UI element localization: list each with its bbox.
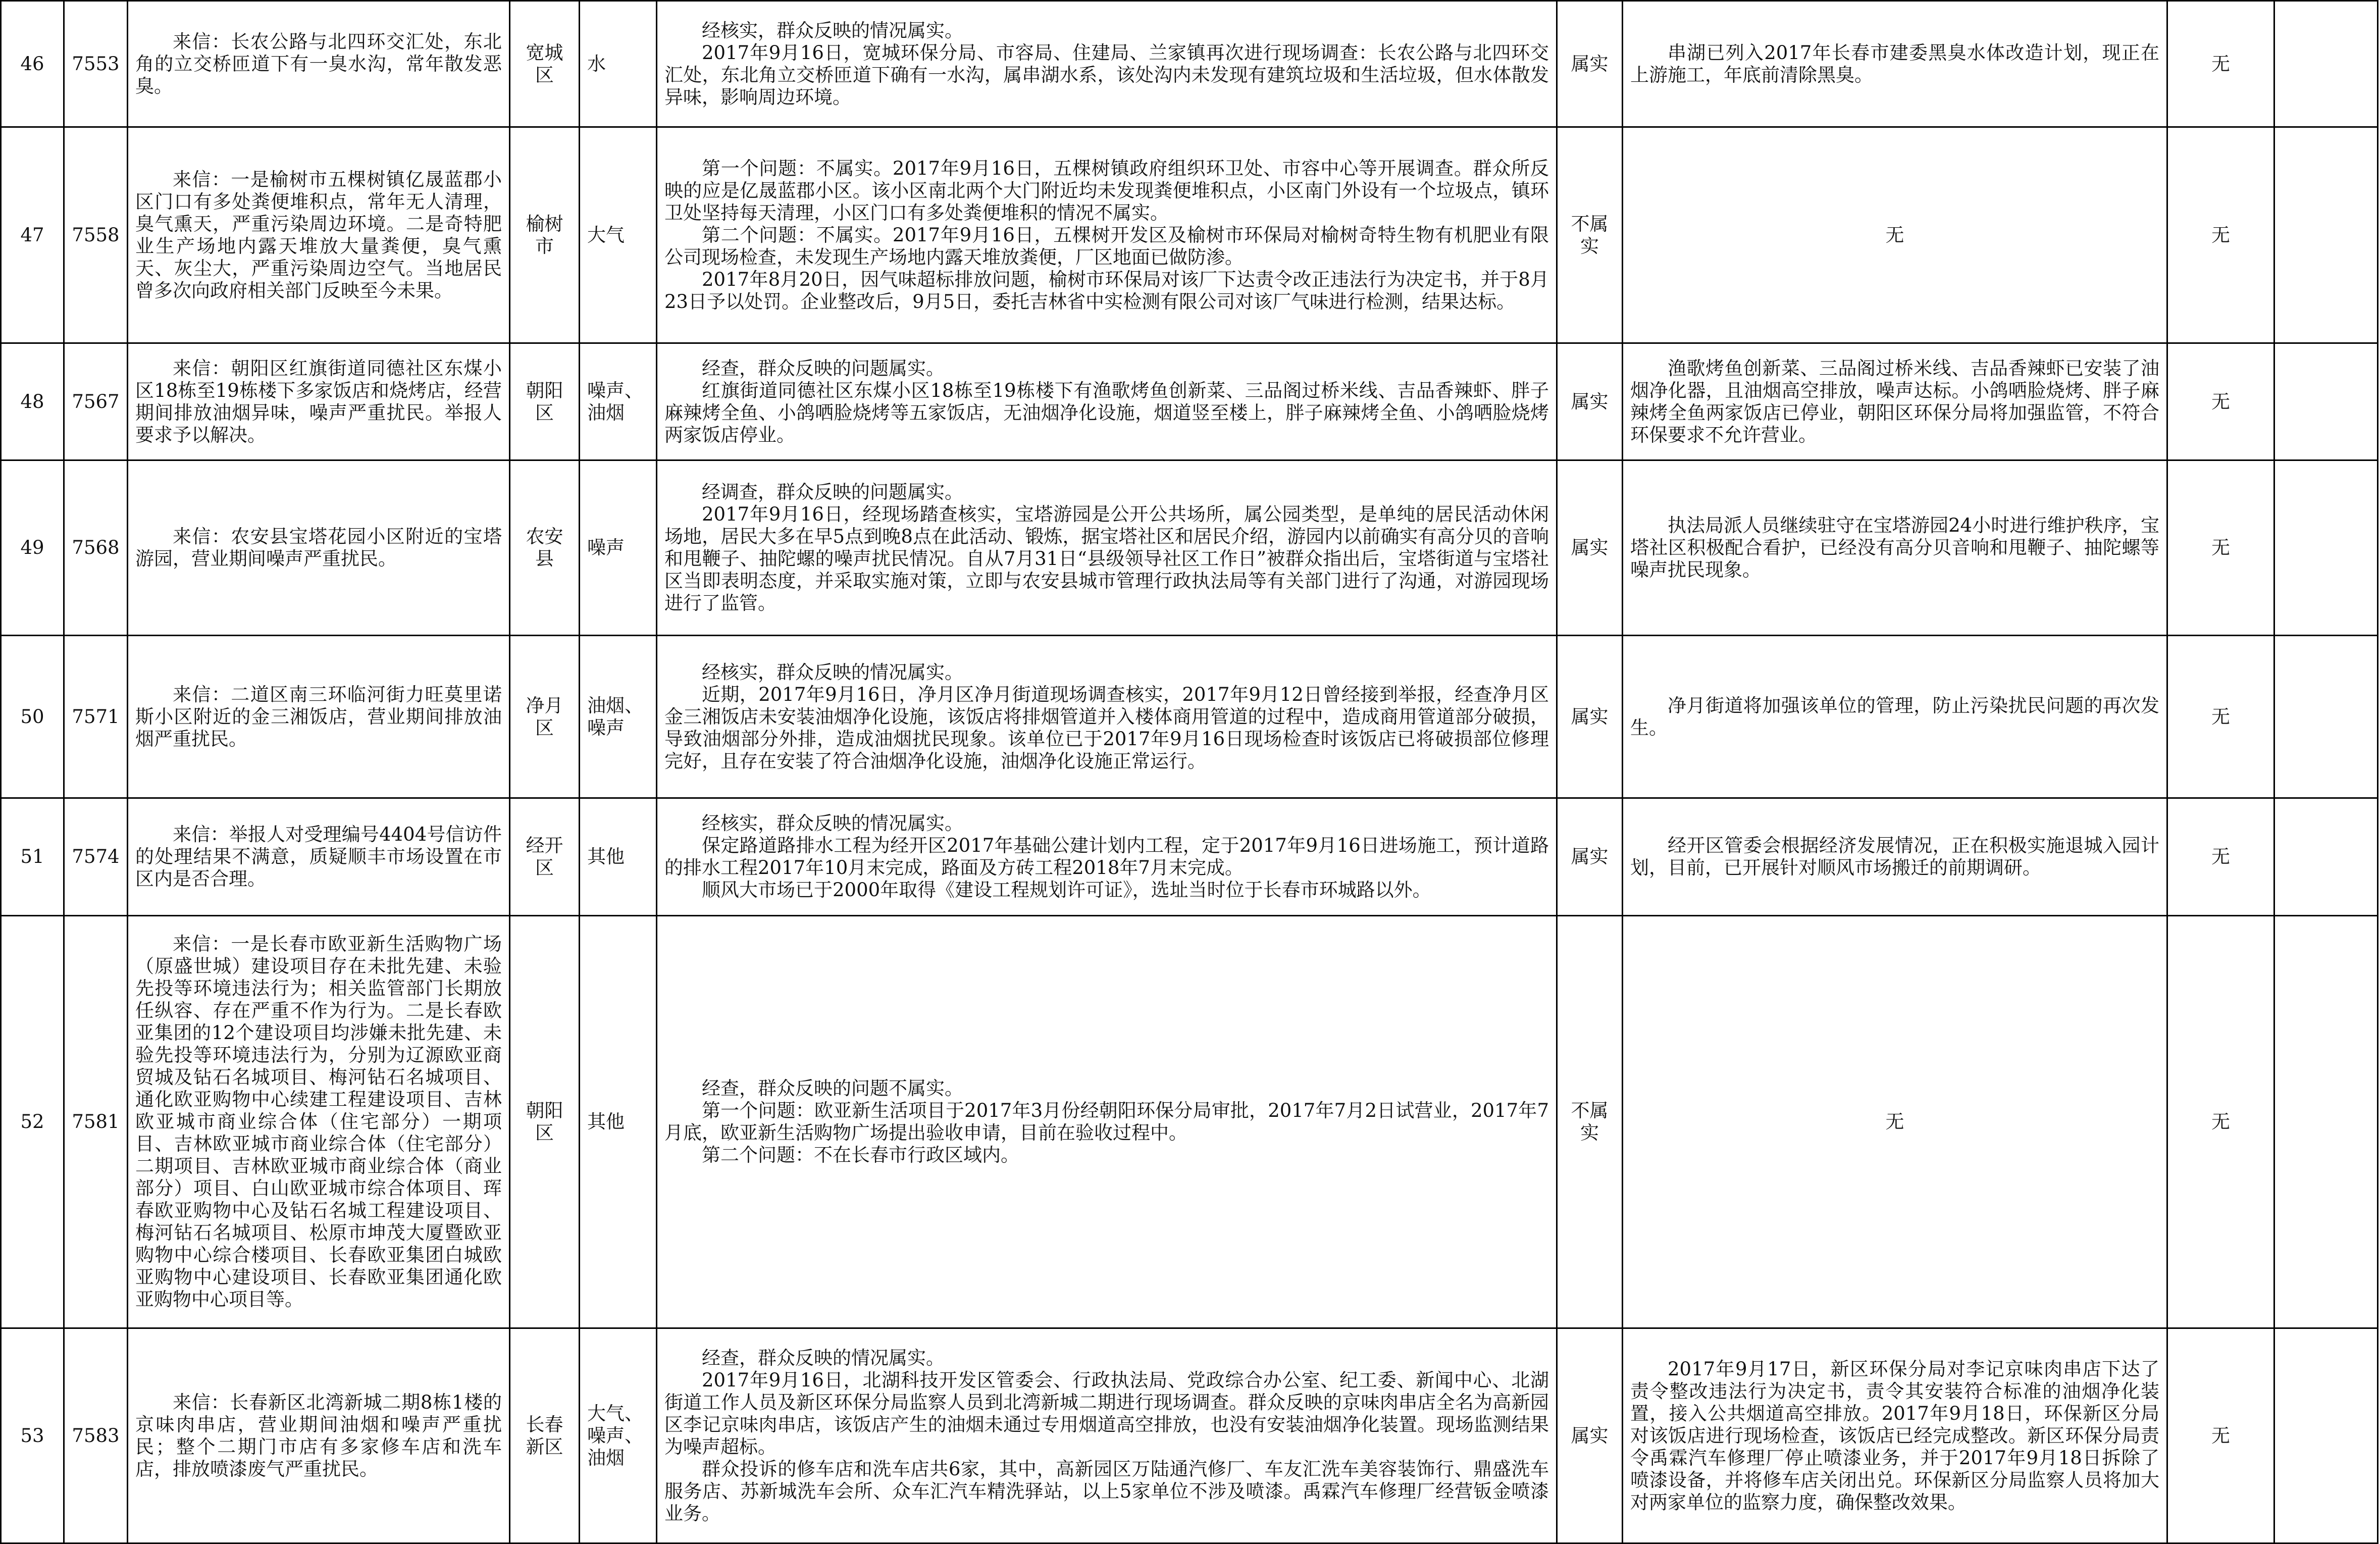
cell-text: 噪声 bbox=[587, 537, 625, 558]
cell-text: 属实 bbox=[1571, 53, 1609, 75]
cell-blank bbox=[2274, 127, 2378, 343]
paragraph: 来信：举报人对受理编号4404号信访件的处理结果不满意，质疑顺丰市场设置在市区内是否合理。 bbox=[135, 824, 502, 890]
paragraph: 经核实，群众反映的情况属实。 bbox=[702, 661, 963, 683]
cell-findings bbox=[657, 1, 1557, 127]
cell-text: 属实 bbox=[1571, 390, 1609, 413]
cell-blank bbox=[2274, 636, 2378, 798]
cell-text: 农安县 bbox=[526, 526, 563, 570]
paragraph: 渔歌烤鱼创新菜、三品阁过桥米线、吉品香辣虾已安装了油烟净化器，且油烟高空排放，噪声达标。小鸽哂脸烧烤、胖子麻辣烤全鱼两家饭店已停业，朝阳区环保分局将加强监管，不符合环保要求不允许营业。 bbox=[1630, 357, 2159, 446]
cell-verdict bbox=[1557, 1328, 1623, 1543]
cell-seq bbox=[1, 1328, 64, 1543]
cell-text: 朝阳区 bbox=[526, 379, 563, 424]
cell-text: 51 bbox=[20, 846, 44, 867]
cell-text: 47 bbox=[20, 224, 44, 246]
cell-text: 7568 bbox=[72, 537, 120, 558]
cell-district bbox=[510, 798, 580, 916]
cell-text: 其他 bbox=[587, 1111, 625, 1133]
cell-text: 无 bbox=[2211, 705, 2230, 728]
paragraph: 2017年9月16日，北湖科技开发区管委会、行政执法局、党政综合办公室、纪工委、新闻中心、北湖街道工作人员及新区环保分局监察人员到北湾新城二期进行现场调查。群众反映的京味肉串店全名为高新园区李记京味肉串店，该饭店产生的油烟未通过专用烟道高空排放，也没有安装油烟净化装置。现场监测结果为噪声超标。 bbox=[664, 1369, 1549, 1458]
cell-text: 宽城区 bbox=[526, 41, 563, 86]
paragraph: 执法局派人员继续驻守在宝塔游园24小时进行维护秩序，宝塔社区积极配合看护，已经没有高分贝音响和甩鞭子、抽陀螺等噪声扰民现象。 bbox=[1630, 514, 2159, 581]
paragraph: 经开区管委会根据经济发展情况，正在积极实施退城入园计划，目前，已开展针对顺风市场搬迁的前期调研。 bbox=[1630, 835, 2159, 879]
cell-accountability bbox=[2167, 343, 2274, 460]
cell-text: 48 bbox=[20, 390, 44, 413]
cell-pollution-type bbox=[580, 1, 657, 127]
cell-text: 7571 bbox=[72, 705, 120, 728]
cell-verdict bbox=[1557, 460, 1623, 636]
cell-remedy bbox=[1623, 798, 2167, 916]
cell-seq bbox=[1, 636, 64, 798]
table-row bbox=[1, 636, 2378, 798]
cell-findings bbox=[657, 916, 1557, 1328]
cell-case-no bbox=[64, 636, 128, 798]
cell-text: 朝阳区 bbox=[526, 1100, 563, 1144]
cell-district bbox=[510, 343, 580, 460]
cell-text: 噪声、油烟 bbox=[587, 379, 643, 424]
paragraph: 来信：长农公路与北四环交汇处，东北角的立交桥匝道下有一臭水沟，常年散发恶臭。 bbox=[135, 30, 502, 97]
paragraph: 第二个问题：不属实。2017年9月16日，五棵树开发区及榆树市环保局对榆树奇特生物有机肥业有限公司现场检查，未发现生产场地内露天堆放粪便，厂区地面已做防渗。 bbox=[664, 224, 1549, 268]
paragraph: 来信：一是长春市欧亚新生活购物广场（原盛世城）建设项目存在未批先建、未验先投等环境违法行为；相关监管部门长期放任纵容、存在严重不作为行为。二是长春欧亚集团的12个建设项目均涉嫌未批先建、未验先投等环境违法行为，分别为辽源欧亚商贸城及钻石名城项目、梅河钻石名城项目、通化欧亚购物中心续建工程建设项目、吉林欧亚城市商业综合体（住宅部分）一期项目、吉林欧亚城市商业综合体（住宅部分）二期项目、吉林欧亚城市商业综合体（商业部分）项目、白山欧亚城市综合体项目、珲春欧亚购物中心及钻石名城工程建设项目、梅河钻石名城项目、松原市坤茂大厦暨欧亚购物中心综合楼项目、长春欧亚集团白城欧亚购物中心建设项目、长春欧亚集团通化欧亚购物中心项目等。 bbox=[135, 933, 502, 1310]
cell-case-no bbox=[64, 127, 128, 343]
cell-blank bbox=[2274, 916, 2378, 1328]
cell-text: 无 bbox=[2211, 846, 2230, 867]
paragraph: 串湖已列入2017年长春市建委黑臭水体改造计划，现正在上游施工，年底前清除黑臭。 bbox=[1630, 41, 2159, 86]
cell-pollution-type bbox=[580, 343, 657, 460]
cell-text: 无 bbox=[2211, 224, 2230, 246]
cell-text: 属实 bbox=[1571, 846, 1609, 867]
cell-verdict bbox=[1557, 636, 1623, 798]
paragraph: 经调查，群众反映的问题属实。 bbox=[702, 481, 963, 503]
cell-text: 无 bbox=[2211, 390, 2230, 413]
cell-accountability bbox=[2167, 1328, 2274, 1543]
cell-complaint bbox=[128, 343, 510, 460]
cell-remedy bbox=[1623, 1, 2167, 127]
cell-accountability bbox=[2167, 636, 2274, 798]
cell-text: 53 bbox=[20, 1424, 44, 1447]
table-row bbox=[1, 798, 2378, 916]
cell-text: 50 bbox=[20, 705, 44, 728]
table-body bbox=[1, 1, 2378, 1543]
paragraph: 经查，群众反映的问题不属实。 bbox=[702, 1077, 963, 1099]
table-row bbox=[1, 1328, 2378, 1543]
paragraph: 第二个问题：不在长春市行政区域内。 bbox=[702, 1144, 1019, 1166]
cell-seq bbox=[1, 127, 64, 343]
cell-case-no bbox=[64, 343, 128, 460]
cell-text: 水 bbox=[587, 53, 606, 75]
cell-complaint bbox=[128, 460, 510, 636]
cell-remedy bbox=[1623, 1328, 2167, 1543]
cell-text: 49 bbox=[20, 537, 44, 558]
cell-pollution-type bbox=[580, 460, 657, 636]
cell-text: 7574 bbox=[72, 846, 120, 867]
cell-district bbox=[510, 916, 580, 1328]
cell-text: 7567 bbox=[72, 390, 120, 413]
cell-remedy bbox=[1623, 460, 2167, 636]
cell-verdict bbox=[1557, 127, 1623, 343]
cell-seq bbox=[1, 343, 64, 460]
cell-text: 无 bbox=[1885, 224, 1904, 246]
cell-pollution-type bbox=[580, 127, 657, 343]
cell-pollution-type bbox=[580, 916, 657, 1328]
cell-text: 无 bbox=[2211, 537, 2230, 558]
cell-findings bbox=[657, 460, 1557, 636]
cell-text: 无 bbox=[2211, 1111, 2230, 1133]
cell-text: 46 bbox=[20, 53, 44, 75]
paragraph: 顺风大市场已于2000年取得《建设工程规划许可证》，选址当时位于长春市环城路以外。 bbox=[702, 879, 1431, 901]
cell-text: 属实 bbox=[1571, 537, 1609, 558]
cell-case-no bbox=[64, 460, 128, 636]
cell-pollution-type bbox=[580, 1328, 657, 1543]
cell-seq bbox=[1, 916, 64, 1328]
cell-blank bbox=[2274, 1, 2378, 127]
cell-verdict bbox=[1557, 343, 1623, 460]
table-row bbox=[1, 127, 2378, 343]
cell-blank bbox=[2274, 460, 2378, 636]
cell-text: 7583 bbox=[72, 1424, 120, 1447]
cell-text: 不属实 bbox=[1571, 1100, 1609, 1144]
paragraph: 净月街道将加强该单位的管理，防止污染扰民问题的再次发生。 bbox=[1630, 694, 2159, 739]
cell-district bbox=[510, 460, 580, 636]
cell-text: 无 bbox=[2211, 53, 2230, 75]
cell-text: 油烟、噪声 bbox=[587, 694, 643, 739]
paragraph: 近期，2017年9月16日，净月区净月街道现场调查核实，2017年9月12日曾经接到举报，经查净月区金三湘饭店未安装油烟净化设施，该饭店将排烟管道并入楼体商用管道的过程中，造成商用管道部分破损，导致油烟部分外排，造成油烟扰民现象。该单位已于2017年9月16日现场检查时该饭店已将破损部位修理完好，且存在安装了符合油烟净化设施，油烟净化设施正常运行。 bbox=[664, 683, 1549, 772]
cell-complaint bbox=[128, 798, 510, 916]
cell-district bbox=[510, 127, 580, 343]
paragraph: 来信：农安县宝塔花园小区附近的宝塔游园，营业期间噪声严重扰民。 bbox=[135, 526, 502, 570]
cell-blank bbox=[2274, 343, 2378, 460]
paragraph: 经查，群众反映的情况属实。 bbox=[702, 1347, 945, 1369]
cell-text: 大气 bbox=[587, 224, 625, 246]
cell-text: 其他 bbox=[587, 846, 625, 867]
cell-seq bbox=[1, 460, 64, 636]
table-row bbox=[1, 343, 2378, 460]
cell-pollution-type bbox=[580, 798, 657, 916]
cell-findings bbox=[657, 1328, 1557, 1543]
cell-case-no bbox=[64, 1, 128, 127]
paragraph: 保定路道路排水工程为经开区2017年基础公建计划内工程，定于2017年9月16日进场施工，预计道路的排水工程2017年10月末完成，路面及方砖工程2018年7月末完成。 bbox=[664, 835, 1549, 879]
table-row bbox=[1, 1, 2378, 127]
paragraph: 经核实，群众反映的情况属实。 bbox=[702, 812, 963, 834]
cell-accountability bbox=[2167, 916, 2274, 1328]
cell-district bbox=[510, 1, 580, 127]
cell-accountability bbox=[2167, 460, 2274, 636]
cell-text: 长春新区 bbox=[526, 1413, 563, 1458]
cell-case-no bbox=[64, 1328, 128, 1543]
cell-findings bbox=[657, 798, 1557, 916]
cell-accountability bbox=[2167, 798, 2274, 916]
cell-verdict bbox=[1557, 916, 1623, 1328]
cell-complaint bbox=[128, 1, 510, 127]
cell-verdict bbox=[1557, 1, 1623, 127]
paragraph: 来信：二道区南三环临河街力旺莫里诺斯小区附近的金三湘饭店，营业期间排放油烟严重扰民。 bbox=[135, 683, 502, 750]
table-row bbox=[1, 460, 2378, 636]
paragraph: 2017年8月20日，因气味超标排放问题，榆树市环保局对该厂下达责令改正违法行为决定书，并于8月23日予以处罚。企业整改后，9月5日，委托吉林省中实检测有限公司对该厂气味进行检测，结果达标。 bbox=[664, 268, 1549, 313]
cell-verdict bbox=[1557, 798, 1623, 916]
cell-text: 7553 bbox=[72, 53, 120, 75]
cell-remedy bbox=[1623, 127, 2167, 343]
cell-accountability bbox=[2167, 1, 2274, 127]
cell-text: 属实 bbox=[1571, 705, 1609, 728]
paragraph: 2017年9月16日，经现场踏查核实，宝塔游园是公开公共场所，属公园类型，是单纯的居民活动休闲场地，居民大多在早5点到晚8点在此活动、锻炼，据宝塔社区和居民介绍，游园内以前确实有高分贝的音响和甩鞭子、抽陀螺的噪声扰民情况。自从7月31日“县级领导社区工作日”被群众指出后，宝塔街道与宝塔社区当即表明态度，并采取实施对策，立即与农安县城市管理行政执法局等有关部门进行了沟通，对游园现场进行了监管。 bbox=[664, 503, 1549, 614]
paragraph: 2017年9月16日，宽城环保分局、市容局、住建局、兰家镇再次进行现场调查：长农公路与北四环交汇处，东北角立交桥匝道下确有一水沟，属串湖水系，该处沟内未发现有建筑垃圾和生活垃圾，但水体散发异味，影响周边环境。 bbox=[664, 41, 1549, 108]
cell-text: 无 bbox=[2211, 1424, 2230, 1447]
cell-findings bbox=[657, 343, 1557, 460]
cell-blank bbox=[2274, 798, 2378, 916]
table-row bbox=[1, 916, 2378, 1328]
cell-seq bbox=[1, 798, 64, 916]
cell-text: 大气、噪声、油烟 bbox=[587, 1402, 643, 1469]
paragraph: 群众投诉的修车店和洗车店共6家，其中，高新园区万陆通汽修厂、车友汇洗车美容装饰行、鼎盛洗车服务店、苏新城洗车会所、众车汇汽车精洗驿站，以上5家单位不涉及喷漆。禹霖汽车修理厂经营钣金喷漆业务。 bbox=[664, 1458, 1549, 1524]
cell-text: 属实 bbox=[1571, 1424, 1609, 1447]
cell-text: 52 bbox=[20, 1111, 44, 1133]
cell-remedy bbox=[1623, 916, 2167, 1328]
cell-findings bbox=[657, 127, 1557, 343]
cell-text: 榆树市 bbox=[526, 213, 563, 257]
cell-complaint bbox=[128, 127, 510, 343]
cell-findings bbox=[657, 636, 1557, 798]
cell-remedy bbox=[1623, 343, 2167, 460]
cell-complaint bbox=[128, 916, 510, 1328]
paragraph: 红旗街道同德社区东煤小区18栋至19栋楼下有渔歌烤鱼创新菜、三品阁过桥米线、吉品香辣虾、胖子麻辣烤全鱼、小鸽哂脸烧烤等五家饭店，无油烟净化设施，烟道竖至楼上，胖子麻辣烤全鱼、小鸽哂脸烧烤两家饭店停业。 bbox=[664, 379, 1549, 446]
cell-text: 7581 bbox=[72, 1111, 120, 1133]
cell-text: 无 bbox=[1885, 1111, 1904, 1133]
paragraph: 经查，群众反映的问题属实。 bbox=[702, 357, 945, 379]
cell-text: 不属实 bbox=[1571, 213, 1609, 257]
cell-case-no bbox=[64, 798, 128, 916]
cell-complaint bbox=[128, 1328, 510, 1543]
cell-complaint bbox=[128, 636, 510, 798]
cell-text: 净月区 bbox=[526, 694, 563, 739]
paragraph: 第一个问题：不属实。2017年9月16日，五棵树镇政府组织环卫处、市容中心等开展调查。群众所反映的应是亿晟蓝郡小区。该小区南北两个大门附近均未发现粪便堆积点，小区南门外设有一个垃圾点，镇环卫处坚持每天清理，小区门口有多处粪便堆积的情况不属实。 bbox=[664, 157, 1549, 224]
paragraph: 来信：朝阳区红旗街道同德社区东煤小区18栋至19栋楼下多家饭店和烧烤店，经营期间排放油烟异味，噪声严重扰民。举报人要求予以解决。 bbox=[135, 357, 502, 446]
cell-accountability bbox=[2167, 127, 2274, 343]
cell-pollution-type bbox=[580, 636, 657, 798]
paragraph: 经核实，群众反映的情况属实。 bbox=[702, 19, 963, 41]
paragraph: 来信：长春新区北湾新城二期8栋1楼的京味肉串店，营业期间油烟和噪声严重扰民；整个二期门市店有多家修车店和洗车店，排放喷漆废气严重扰民。 bbox=[135, 1391, 502, 1480]
cell-blank bbox=[2274, 1328, 2378, 1543]
paragraph: 2017年9月17日，新区环保分局对李记京味肉串店下达了责令整改违法行为决定书，责令其安装符合标准的油烟净化装置，接入公共烟道高空排放。2017年9月18日，环保新区分局对该饭店进行现场检查，该饭店已经完成整改。新区环保分局责令禹霖汽车修理厂停止喷漆业务，并于2017年9月18日拆除了喷漆设备，并将修车店关闭出兑。环保新区分局监察人员将加大对两家单位的监察力度，确保整改效果。 bbox=[1630, 1358, 2159, 1513]
cell-district bbox=[510, 1328, 580, 1543]
cell-case-no bbox=[64, 916, 128, 1328]
paragraph: 来信：一是榆树市五棵树镇亿晟蓝郡小区门口有多处粪便堆积点，常年无人清理，臭气熏天，严重污染周边环境。二是奇特肥业生产场地内露天堆放大量粪便，臭气熏天、灰尘大，严重污染周边空气。当地居民曾多次向政府相关部门反映至今未果。 bbox=[135, 168, 502, 301]
cell-text: 7558 bbox=[72, 224, 120, 246]
cell-seq bbox=[1, 1, 64, 127]
cell-district bbox=[510, 636, 580, 798]
cell-remedy bbox=[1623, 636, 2167, 798]
cell-text: 经开区 bbox=[526, 835, 563, 879]
paragraph: 第一个问题：欧亚新生活项目于2017年3月份经朝阳环保分局审批，2017年7月2日试营业，2017年7月底，欧亚新生活购物广场提出验收申请，目前在验收过程中。 bbox=[664, 1100, 1549, 1144]
